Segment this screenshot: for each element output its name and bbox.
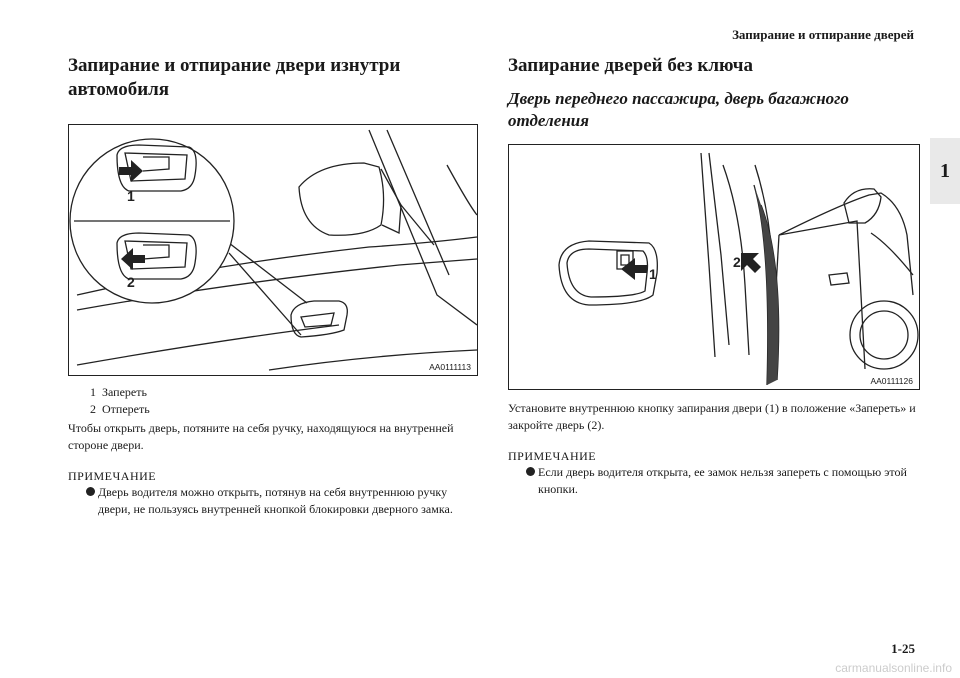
door-interior-illustration [69,125,477,375]
legend-item: 1 Запереть [90,385,147,399]
callout-lock: 1 [127,188,135,204]
left-column [68,54,478,518]
callout-button: 1 [649,266,657,282]
door-keyless-illustration [509,145,919,389]
section-tab [930,138,960,204]
bullet-icon [86,487,95,496]
left-note-item: Дверь водителя можно открыть, потянув на себя внутреннюю ручку двери, не пользуясь внутренней кнопкой блокировки дверного замка. [68,484,478,518]
figure-code: AA0111126 [870,376,913,386]
callout-unlock: 2 [127,274,135,290]
bullet-icon [526,467,535,476]
right-subtitle: Дверь переднего пассажира, дверь багажного отделения [508,89,849,130]
left-section-title: Запирание и отпирание двери изнутри автомобиля [68,55,401,100]
running-header: Запирание и отпирание дверей [732,27,914,42]
right-note-item: Если дверь водителя открыта, ее замок нельзя запереть с помощью этой кнопки. [508,464,920,498]
left-body-text: Чтобы открыть дверь, потяните на себя ручку, находящуюся на внутренней стороне двери. [68,421,454,452]
page-number: 1-25 [891,641,915,656]
right-column [508,54,920,498]
legend-item: 2 Отпереть [90,402,150,416]
right-body-text: Установите внутреннюю кнопку запирания двери (1) в положение «Запереть» и закройте дверь (2). [508,401,916,432]
callout-door: 2 [733,254,741,270]
figure-inside-handle [68,124,478,376]
figure-keyless-lock [508,144,920,390]
figure-legend [90,384,478,418]
figure-code: AA0111113 [429,362,471,372]
right-section-title: Запирание дверей без ключа [508,55,754,76]
left-note-title: ПРИМЕЧАНИЕ [68,469,157,483]
section-number: 1 [940,159,950,182]
watermark: carmanualsonline.info [835,661,952,675]
right-note-title: ПРИМЕЧАНИЕ [508,449,597,463]
lock-button-arrow-icon [621,258,647,280]
